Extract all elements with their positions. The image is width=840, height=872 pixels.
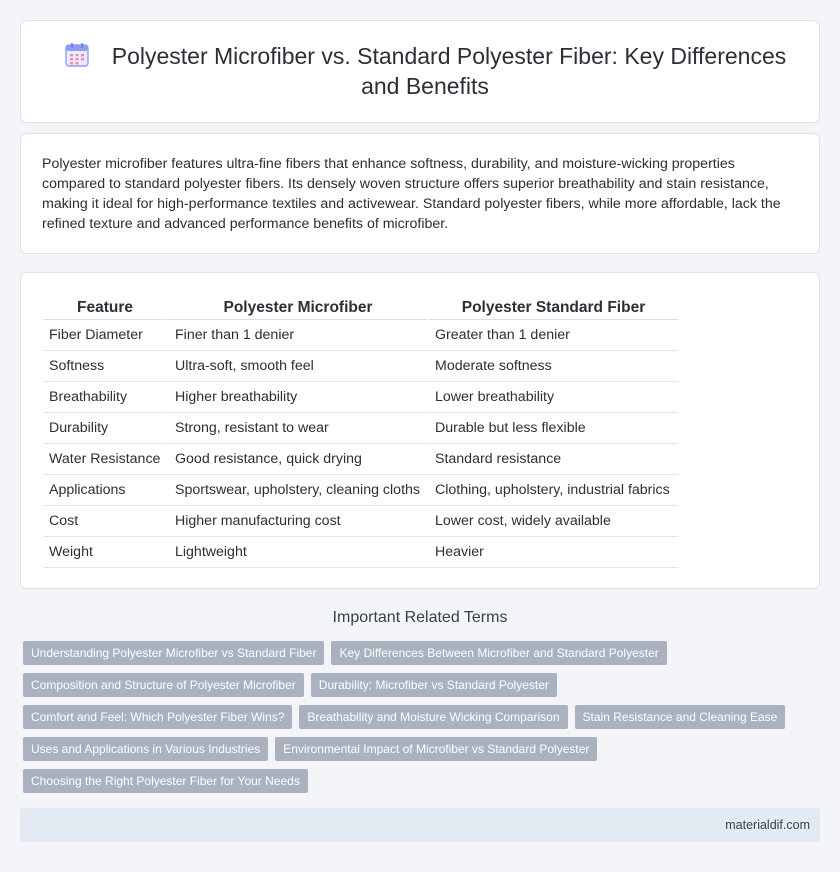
cell-feature: Fiber Diameter <box>43 320 167 351</box>
table-row <box>43 351 678 382</box>
related-term-tag[interactable]: Choosing the Right Polyester Fiber for Your Needs <box>23 769 308 793</box>
footer <box>20 808 820 842</box>
page-title-wrap <box>51 41 799 101</box>
header-feature: Feature <box>43 294 167 320</box>
summary-text: Polyester microfiber features ultra-fine fibers that enhance softness, durability, and moisture-wicking properties compared to standard polyester fibers. Its densely woven structure offers superior breathability and stain resistance, making it ideal for high-performance textiles and activewear. Standard polyester fibers, while more affordable, lack the refined texture and advanced performance benefits of microfiber. <box>42 156 781 232</box>
related-term-tag[interactable]: Understanding Polyester Microfiber vs Standard Fiber <box>23 641 324 665</box>
cell-feature: Breathability <box>43 382 167 413</box>
cell-standard: Greater than 1 denier <box>427 320 678 351</box>
related-term-tag[interactable]: Comfort and Feel: Which Polyester Fiber Wins? <box>23 705 292 729</box>
cell-standard: Clothing, upholstery, industrial fabrics <box>427 475 678 506</box>
related-term-tag[interactable]: Composition and Structure of Polyester Microfiber <box>23 673 304 697</box>
cell-feature: Water Resistance <box>43 444 167 475</box>
table-row <box>43 320 678 351</box>
related-term-tag[interactable]: Breathability and Moisture Wicking Comparison <box>299 705 567 729</box>
table-row <box>43 413 678 444</box>
header-standard: Polyester Standard Fiber <box>427 294 678 320</box>
comparison-table-card <box>20 272 820 589</box>
table-header-row <box>43 294 678 320</box>
cell-microfiber: Good resistance, quick drying <box>167 444 427 475</box>
table-row <box>43 506 678 537</box>
cell-microfiber: Higher manufacturing cost <box>167 506 427 537</box>
related-terms-list <box>23 641 813 801</box>
comparison-table <box>43 294 678 568</box>
cell-standard: Standard resistance <box>427 444 678 475</box>
header-card <box>20 20 820 123</box>
table-row <box>43 444 678 475</box>
cell-standard: Lower breathability <box>427 382 678 413</box>
related-term-tag[interactable]: Uses and Applications in Various Industries <box>23 737 268 761</box>
related-term-tag[interactable]: Durability: Microfiber vs Standard Polyester <box>311 673 557 697</box>
cell-feature: Softness <box>43 351 167 382</box>
cell-feature: Durability <box>43 413 167 444</box>
cell-feature: Weight <box>43 537 167 568</box>
page-title: Polyester Microfiber vs. Standard Polyester Fiber: Key Differences and Benefits <box>111 43 787 99</box>
cell-feature: Applications <box>43 475 167 506</box>
cell-microfiber: Sportswear, upholstery, cleaning cloths <box>167 475 427 506</box>
related-term-tag[interactable]: Environmental Impact of Microfiber vs Standard Polyester <box>275 737 597 761</box>
cell-microfiber: Finer than 1 denier <box>167 320 427 351</box>
table-row <box>43 382 678 413</box>
cell-microfiber: Ultra-soft, smooth feel <box>167 351 427 382</box>
summary-card <box>20 133 820 254</box>
related-term-tag[interactable]: Stain Resistance and Cleaning Ease <box>575 705 786 729</box>
footer-site-link[interactable]: materialdif.com <box>725 818 810 832</box>
cell-standard: Lower cost, widely available <box>427 506 678 537</box>
related-terms-title: Important Related Terms <box>332 609 508 626</box>
cell-feature: Cost <box>43 506 167 537</box>
cell-standard: Heavier <box>427 537 678 568</box>
table-row <box>43 475 678 506</box>
cell-standard: Durable but less flexible <box>427 413 678 444</box>
related-term-tag[interactable]: Key Differences Between Microfiber and Standard Polyester <box>331 641 666 665</box>
header-microfiber: Polyester Microfiber <box>167 294 427 320</box>
cell-microfiber: Strong, resistant to wear <box>167 413 427 444</box>
calendar-icon <box>64 42 90 68</box>
cell-standard: Moderate softness <box>427 351 678 382</box>
table-row <box>43 537 678 568</box>
cell-microfiber: Higher breathability <box>167 382 427 413</box>
cell-microfiber: Lightweight <box>167 537 427 568</box>
